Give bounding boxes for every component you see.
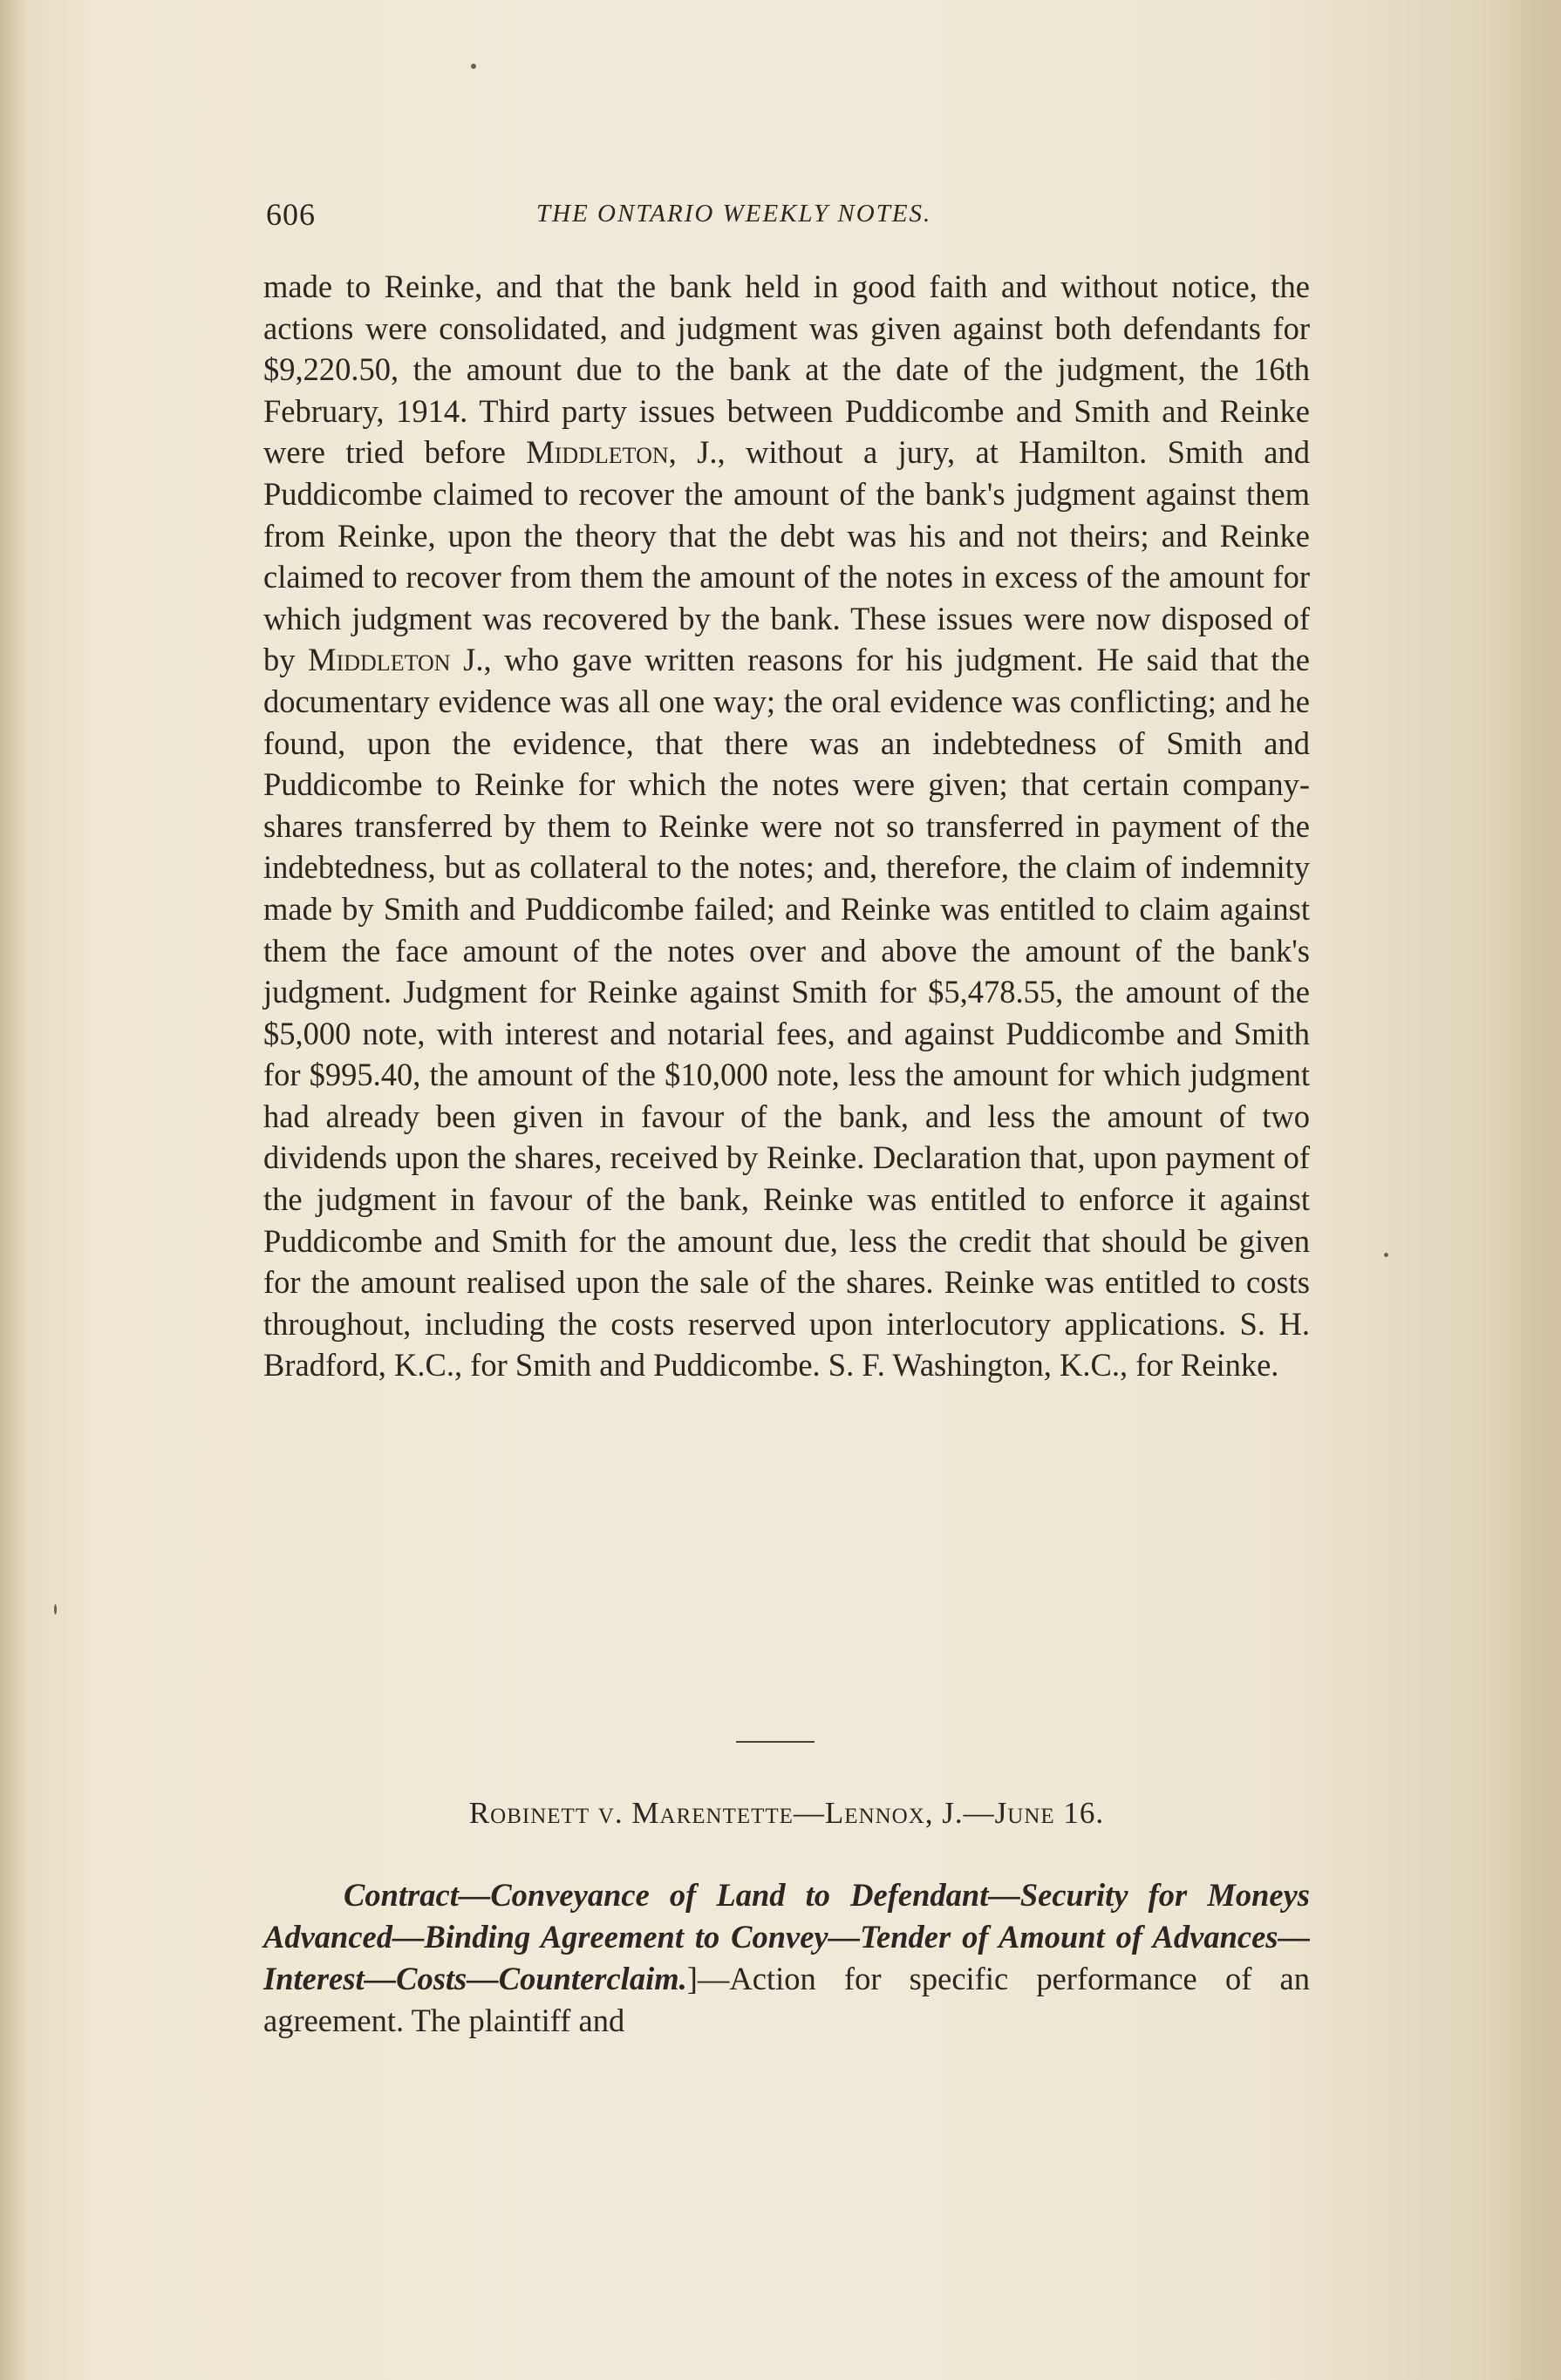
case-headnote: [263, 1874, 1310, 2042]
report-text-part-2: , J., without a jury, at Hamilton. Smith and Puddicombe claimed to recover the amount of the bank's judgment against them from Reinke, upon the theory that the debt was his and not theirs; and Reinke claimed to recover from them the amount of the notes in excess of the amount for which judgment was recovered by the bank. These issues were now disposed of by: [263, 434, 1311, 678]
section-divider: [736, 1741, 815, 1743]
page-number: 606: [266, 197, 316, 232]
judge-name: Middleton: [526, 434, 669, 471]
judge-name: Middleton: [308, 642, 451, 678]
report-paragraph: [263, 266, 1310, 1386]
paper-speck: [471, 64, 476, 69]
report-body: [263, 266, 1310, 1386]
report-text-part-3: J., who gave written reasons for his judgment. He said that the documentary evidence was all one way; the oral evidence was conflicting; and he found, upon the evidence, that there was an indebtedness of Smith and Puddicombe to Reinke for which the notes were given; that certain company-shares transferred by them to Reinke were not so transferred in payment of the indebtedness, but as collateral to the notes; and, therefore, the claim of indemnity made by Smith and Puddicombe failed; and Reinke was entitled to claim against them the face amount of the notes over and above the amount of the bank's judgment. Judgment for Reinke against Smith for $5,478.55, the amount of the $5,000 note, with interest and notarial fees, and against Puddicombe and Smith for $995.40, the amount of the $10,000 note, less the amount for which judgment had already been given in favour of the bank, and less the amount of two dividends upon the shares, received by Reinke. Declaration that, upon payment of the judgment in favour of the bank, Reinke was entitled to enforce it against Puddicombe and Smith for the amount due, less the credit that should be given for the amount realised upon the sale of the shares. Reinke was entitled to costs throughout, including the costs reserved upon interlocutory applications. S. H. Bradford, K.C., for Smith and Puddicombe. S. F. Washington, K.C., for Reinke.: [263, 642, 1311, 1384]
headnote-catchwords: Contract—Conveyance of Land to Defendant—Security for Moneys Advanced—Binding Agreement to Convey—Tender of Amount of Advances—Interest—Costs—Counterclaim.: [263, 1877, 1310, 1996]
page-edge-shadow: [1500, 0, 1561, 2380]
report-text-part-1: made to Reinke, and that the bank held in good faith and without notice, the actions were consolidated, and judgment was given against both defendants for $9,220.50, the amount due to the bank at the date of the judgment, the 16th February, 1914. Third party issues between Puddicombe and Smith and Reinke were tried before: [263, 269, 1310, 471]
paper-speck: [54, 1604, 57, 1615]
paper-speck: [1384, 1253, 1388, 1257]
headnote-text: ]—Action for specific performance of an agreement. The plaintiff and: [263, 1961, 1310, 2038]
running-head: [266, 196, 1312, 240]
headnote-paragraph: [263, 1874, 1310, 2042]
journal-title: THE ONTARIO WEEKLY NOTES.: [536, 200, 932, 228]
case-heading: Robinett v. Marentette—Lennox, J.—June 16.: [468, 1796, 1105, 1830]
gutter-shadow: [0, 0, 26, 2380]
